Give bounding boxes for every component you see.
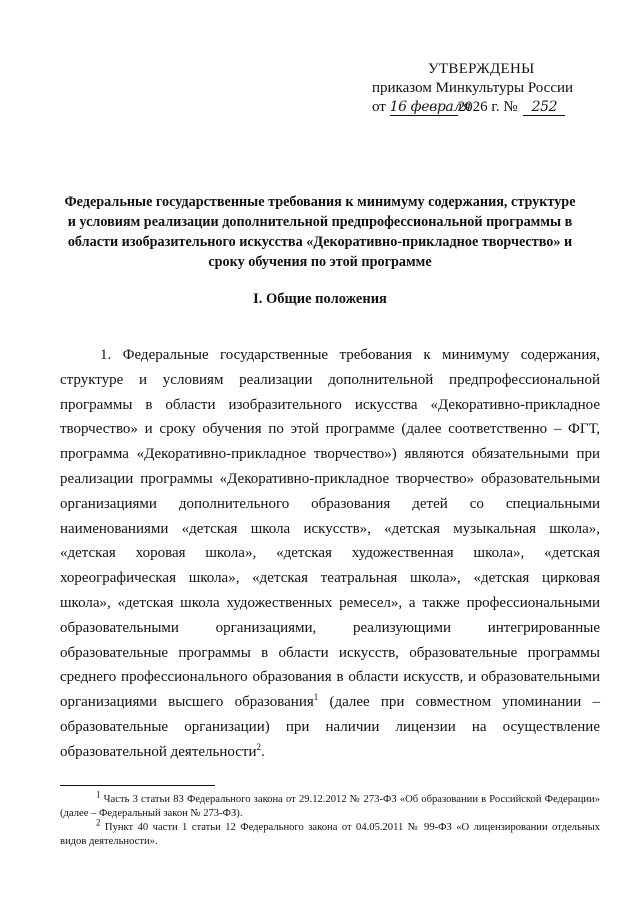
paragraph-1-end: . [261, 743, 265, 760]
footnote-separator [60, 785, 215, 786]
approval-date-prefix: от [372, 99, 386, 115]
footnote-2-text: Пункт 40 части 1 статьи 12 Федерального закона от 04.05.2011 № 99-ФЗ «О лицензировании отдельных видов деятельности». [60, 822, 600, 847]
paragraph-1 [60, 343, 600, 765]
footnote-1-marker: 1 [96, 789, 101, 800]
approval-order-line: приказом Минкультуры России [372, 80, 574, 96]
footnotes [60, 789, 600, 849]
handwritten-order-number: 252 [523, 100, 565, 116]
section-heading: I. Общие положения [253, 291, 387, 307]
approval-year-number-label: 2026 г. № [457, 99, 518, 115]
document-title: Федеральные государственные требования к минимуму содержания, структуре и условиям реализации дополнительной предпрофессиональной программы в области изобразительного искусства «Декоративно-прикладное творчество» и сроку обучения по этой программе [64, 194, 576, 270]
handwritten-date: 16 февраля [389, 99, 471, 115]
paragraph-1-main: 1. Федеральные государственные требования к минимуму содержания, структуре и условиям реализации дополнительной предпрофессиональной программы в области изобразительного искусства «Декоративно-прикладное творчество» и сроку обучения по этой программе (далее соответственно – ФГТ, программа «Декоративно-прикладное творчество») являются обязательными при реализации программы «Декоративно-прикладное творчество» образовательными организациями дополнительного образования детей со специальными наименованиями «детская школа искусств», «детская музыкальная школа», «детская хоровая школа», «детская художественная школа», «детская хореографическая школа», «детская театральная школа», «детская цирковая школа», «детская школа художественных ремесел», а также профессиональными образовательными организациями, реализующими интегрированные образовательные программы в области искусств, образовательные программы среднего профессионального образования в области искусств, и образовательными организациями высшего образования [60, 347, 600, 711]
approval-date-number-line [372, 98, 612, 117]
approval-block [372, 60, 612, 117]
approval-heading: УТВЕРЖДЕНЫ [428, 61, 535, 77]
paragraph-1-continuation: (далее при совместном упоминании – образовательные организации) при наличии лицензии на осуществление образовательной деятельности [60, 694, 600, 760]
footnote-ref-1: 1 [313, 692, 319, 703]
footnote-2 [60, 817, 600, 848]
footnote-1 [60, 789, 600, 820]
footnote-2-marker: 2 [96, 817, 101, 828]
footnote-1-text: Часть 3 статьи 83 Федерального закона от 29.12.2012 № 273-ФЗ «Об образовании в Российской Федерации» (далее – Федеральный закон № 273-ФЗ). [60, 794, 600, 819]
footnote-ref-2: 2 [256, 741, 261, 752]
